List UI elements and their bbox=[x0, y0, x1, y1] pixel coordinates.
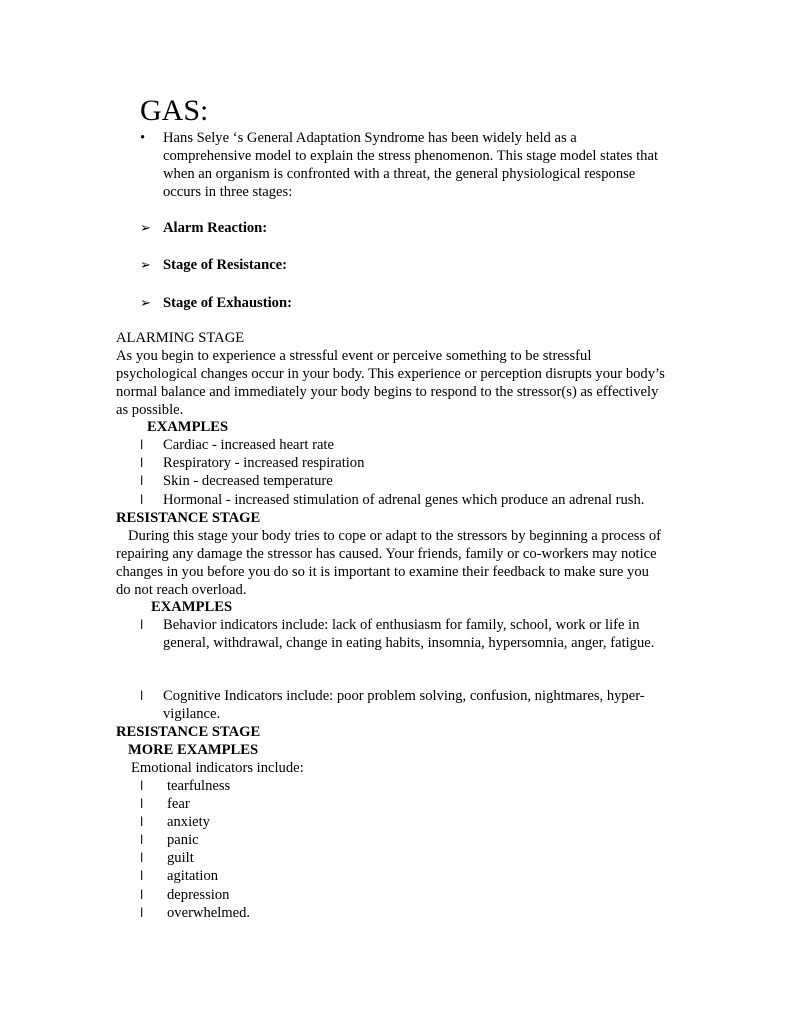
list-item bbox=[140, 616, 670, 652]
list-marker-icon: l bbox=[140, 851, 144, 865]
list-item-text: fear bbox=[167, 796, 190, 812]
list-marker-icon: l bbox=[140, 456, 144, 470]
alarming-stage-heading: ALARMING STAGE bbox=[116, 330, 245, 346]
list-marker-icon: l bbox=[140, 833, 144, 847]
list-item-text: Skin - decreased temperature bbox=[163, 473, 333, 489]
list-marker-icon: l bbox=[140, 618, 144, 632]
intro-text: Hans Selye ‘s General Adaptation Syndrome has been widely held as a comprehensive model to explain the stress phenomenon. This stage model states that when an organism is confronted with a threat, the general physiological response occurs in three stages: bbox=[163, 130, 658, 200]
resistance-examples-heading: EXAMPLES bbox=[151, 599, 233, 615]
list-item-text: depression bbox=[167, 887, 230, 903]
arrow-bullet-icon: ➢ bbox=[140, 220, 151, 235]
list-marker-icon: l bbox=[140, 815, 144, 829]
alarming-examples-heading: EXAMPLES bbox=[147, 419, 229, 435]
alarming-stage-body: As you begin to experience a stressful event or perceive something to be stressful psychological changes occur in your body. This experience or perception disrupts your body’s normal balance and immediately your body begins to respond to the stressor(s) as effectively as possible. bbox=[116, 348, 665, 418]
resistance-stage-heading: RESISTANCE STAGE bbox=[116, 510, 261, 526]
stage-item-resistance bbox=[140, 256, 287, 274]
list-item bbox=[140, 831, 199, 849]
list-item-text: Hormonal - increased stimulation of adrenal genes which produce an adrenal rush. bbox=[163, 492, 645, 508]
list-item bbox=[140, 886, 229, 904]
list-item bbox=[140, 849, 194, 867]
stage-item-alarm bbox=[140, 219, 267, 237]
list-item bbox=[140, 867, 218, 885]
list-item bbox=[140, 795, 190, 813]
list-item-text: Respiratory - increased respiration bbox=[163, 455, 365, 471]
list-marker-icon: l bbox=[140, 869, 144, 883]
more-examples-heading: MORE EXAMPLES bbox=[128, 742, 259, 758]
arrow-bullet-icon: ➢ bbox=[140, 257, 151, 272]
list-item bbox=[140, 904, 250, 922]
resistance-stage-body: During this stage your body tries to cope or adapt to the stressors by beginning a process of repairing any damage the stressor has caused. Your friends, family or co-workers may notice changes in you before you do so it is important to examine their feedback to make sure you do not reach overload. bbox=[116, 528, 661, 598]
stage-label: Stage of Resistance: bbox=[163, 257, 288, 273]
resistance-more-heading: RESISTANCE STAGE bbox=[116, 724, 261, 740]
list-item-text: tearfulness bbox=[167, 778, 231, 794]
list-item bbox=[140, 436, 670, 454]
list-item-text: Cardiac - increased heart rate bbox=[163, 437, 334, 453]
intro-bullet-item bbox=[140, 129, 660, 201]
list-marker-icon: l bbox=[140, 906, 144, 920]
list-item bbox=[140, 454, 670, 472]
stage-item-exhaustion bbox=[140, 294, 292, 312]
bullet-icon: • bbox=[140, 130, 146, 146]
list-item-text: Behavior indicators include: lack of enthusiasm for family, school, work or life in general, withdrawal, change in eating habits, insomnia, hypersomnia, anger, fatigue. bbox=[163, 617, 655, 651]
arrow-bullet-icon: ➢ bbox=[140, 295, 151, 310]
list-marker-icon: l bbox=[140, 779, 144, 793]
page-title: GAS: bbox=[140, 94, 209, 127]
list-marker-icon: l bbox=[140, 474, 144, 488]
list-item bbox=[140, 491, 670, 509]
list-marker-icon: l bbox=[140, 689, 144, 703]
stage-label: Stage of Exhaustion: bbox=[163, 295, 292, 311]
list-marker-icon: l bbox=[140, 493, 144, 507]
list-item bbox=[140, 472, 670, 490]
emotional-indicators-intro: Emotional indicators include: bbox=[131, 760, 304, 776]
list-item-text: guilt bbox=[167, 850, 194, 866]
list-item bbox=[140, 687, 670, 723]
list-item-text: anxiety bbox=[167, 814, 210, 830]
list-item-text: overwhelmed. bbox=[167, 905, 251, 921]
list-item-text: Cognitive Indicators include: poor problem solving, confusion, nightmares, hyper-vigilance. bbox=[163, 688, 645, 722]
stage-label: Alarm Reaction: bbox=[163, 220, 268, 236]
list-marker-icon: l bbox=[140, 797, 144, 811]
list-marker-icon: l bbox=[140, 438, 144, 452]
list-item-text: agitation bbox=[167, 868, 219, 884]
list-item bbox=[140, 777, 230, 795]
list-item bbox=[140, 813, 210, 831]
list-item-text: panic bbox=[167, 832, 199, 848]
list-marker-icon: l bbox=[140, 888, 144, 902]
